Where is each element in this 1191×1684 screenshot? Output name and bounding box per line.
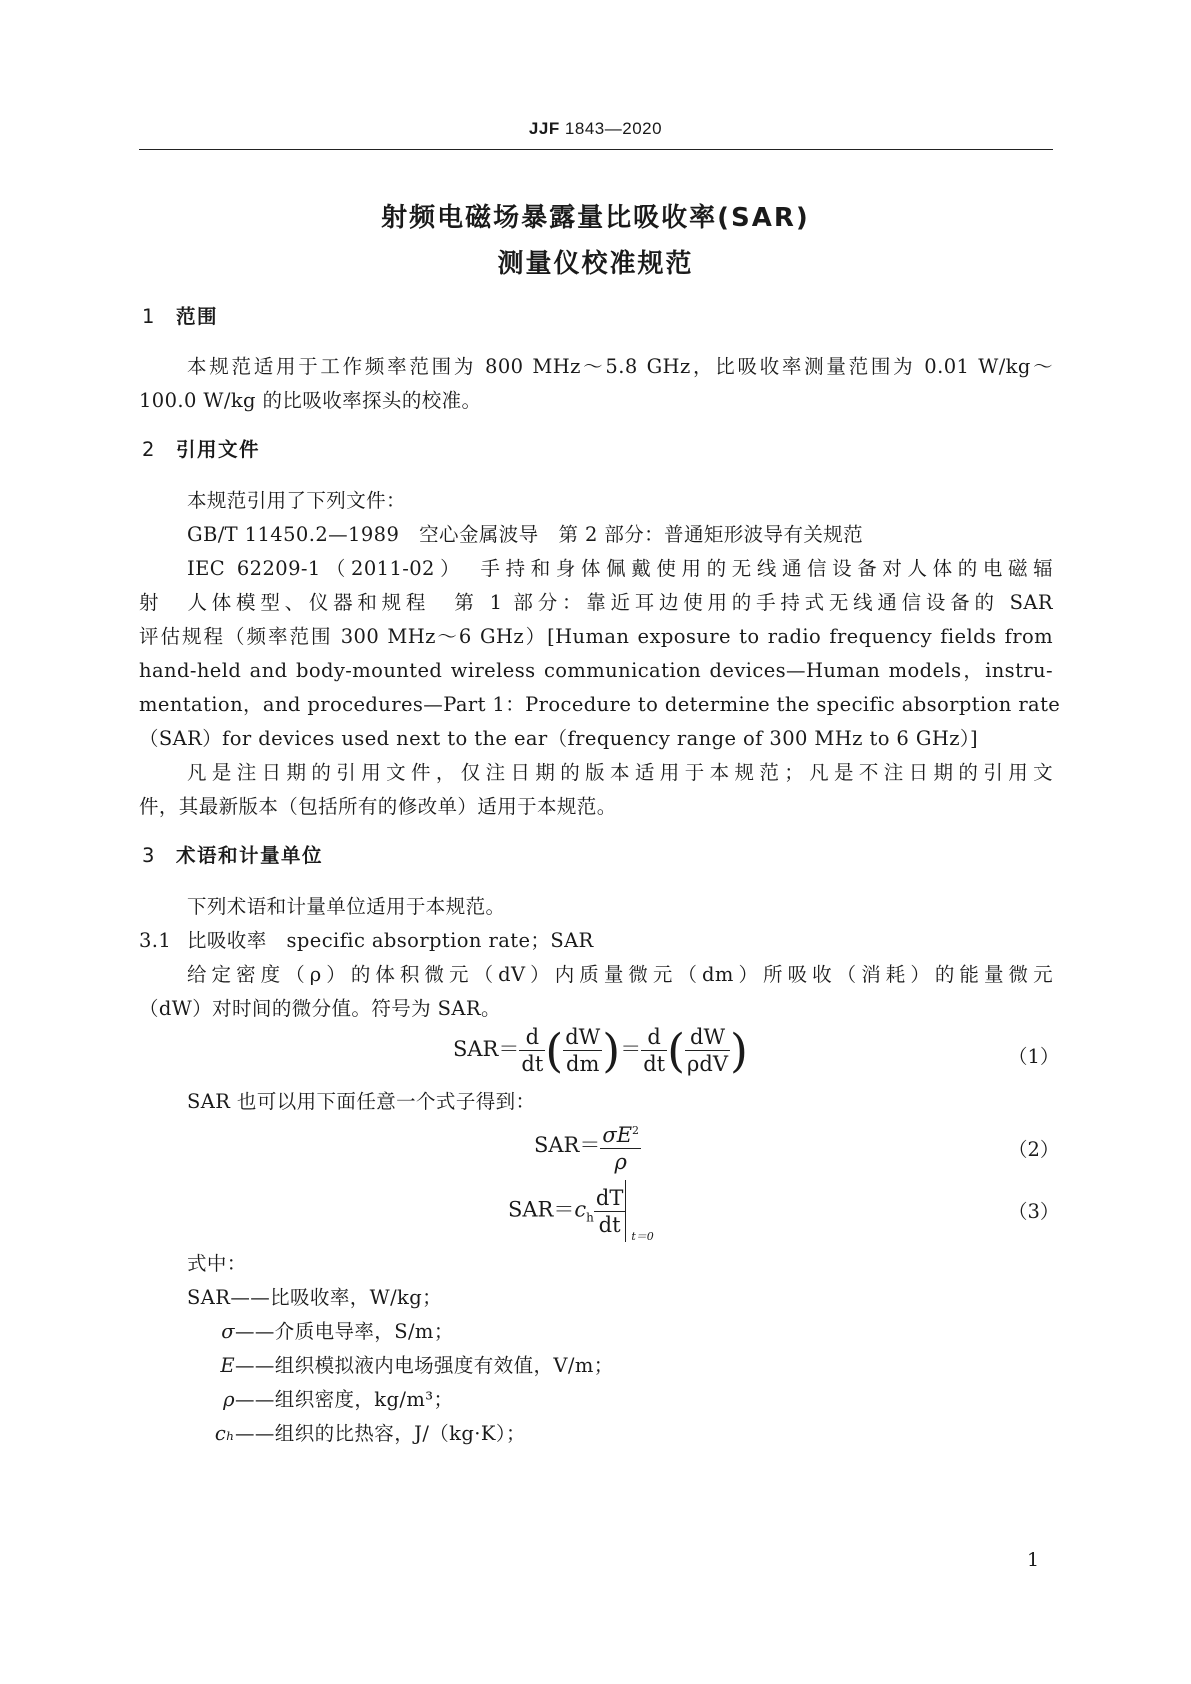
variable-symbol: SAR [187,1286,231,1309]
reference-iec-line-1: IEC 62209-1（2011-02） 手持和身体佩戴使用的无线通信设备对人体的电磁辐 [187,557,1053,580]
term-number: 3.1 [139,929,172,952]
standard-prefix: JJF [528,119,560,138]
variable-symbol: ρ [223,1388,235,1411]
section-number: 3 [142,844,156,867]
eq3-lhs: SAR＝ [508,1197,575,1222]
eq2-lhs: SAR＝ [534,1133,601,1157]
eq1-fraction-dw-rhodv: $\frac{dW}{\text{ρdV}}$ [687,1025,729,1076]
references-intro: 本规范引用了下列文件： [187,489,406,512]
equation-3: $SAR=c_h$ $\frac{dT}{dt}$ t＝0 [508,1180,656,1242]
eq1-fraction-dw-dm: $\frac{dW}{dm}$ [565,1025,601,1076]
page-number: 1 [1027,1549,1040,1571]
reference-iec-line-3: 评估规程（频率范围 300 MHz～6 GHz）[Human exposure to radio frequency fields from [139,625,1053,648]
scope-line-1: 本规范适用于工作频率范围为 800 MHz～5.8 GHz，比吸收率测量范围为 0.01 W/kg～ [187,355,1053,378]
variable-rho [187,1384,453,1412]
eq1-derivative-2: $\frac{d}{dt}$ [643,1025,666,1076]
variable-description: ——介质电导率，S/m； [235,1320,454,1343]
equation-3-number: （3） [1008,1200,1060,1223]
variable-description: ——组织密度，kg/m³； [235,1388,454,1411]
reference-iec-line-5: mentation，and procedures—Part 1：Procedure to determine the specific absorption rate [139,693,1061,716]
equation-2-number: （2） [1008,1138,1060,1161]
term-3-1 [139,925,594,953]
sar-definition-line-1: 给定密度（ρ）的体积微元（dV）内质量微元（dm）所吸收（消耗）的能量微元 [187,963,1053,986]
variable-sigma [187,1316,454,1344]
variable-ch [187,1418,526,1446]
section-number: 1 [142,305,156,328]
section-1-heading [142,301,218,329]
reference-iec-line-6: （SAR）for devices used next to the ear（frequency range of 300 MHz to 6 GHz）] [139,727,979,750]
standard-number: 1843—2020 [559,119,663,138]
section-number: 2 [142,438,156,461]
eq2-fraction: $\frac{\sigma E^2}{\rho}$ [600,1118,641,1175]
variable-symbol: cₕ [214,1422,235,1445]
where-label: 式中： [187,1252,247,1275]
eq3-evaluation-bar: t＝0 [625,1180,656,1242]
section-title: 引用文件 [176,438,261,461]
section-2-heading [142,434,260,462]
dated-references-note-line-1: 凡是注日期的引用文件，仅注日期的版本适用于本规范；凡是不注日期的引用文 [187,761,1053,784]
variable-description: ——组织的比热容，J/（kg·K）； [235,1422,526,1445]
section-title: 术语和计量单位 [176,844,324,867]
variable-description: ——比吸收率，W/kg； [230,1286,443,1309]
sar-alternative-intro: SAR 也可以用下面任意一个式子得到： [187,1090,536,1113]
terms-intro: 下列术语和计量单位适用于本规范。 [187,895,506,918]
reference-gbt: GB/T 11450.2—1989 空心金属波导 第 2 部分：普通矩形波导有关规范 [187,523,864,546]
variable-e [187,1350,614,1378]
header-rule [139,149,1053,150]
variable-symbol: E [220,1354,235,1377]
document-title-line2: 测量仪校准规范 [497,249,694,279]
standard-code [0,119,1191,139]
eq3-fraction: $\frac{dT}{dt}$ [595,1185,624,1237]
section-title: 范围 [176,305,219,328]
reference-iec-line-4: hand-held and body-mounted wireless communication devices—Human models，instru- [139,659,1053,682]
eq1-lhs: SAR＝ [453,1037,520,1061]
reference-iec-line-2: 射 人体模型、仪器和规程 第 1 部分：靠近耳边使用的手持式无线通信设备的 SAR [139,591,1053,614]
variable-description: ——组织模拟液内电场强度有效值，V/m； [235,1354,614,1377]
equation-1-number: （1） [1008,1045,1060,1068]
variable-sar [187,1282,442,1310]
section-3-heading [142,840,323,868]
document-title-line1: 射频电磁场暴露量比吸收率(SAR) [381,203,810,233]
sar-definition-line-2: （dW）对时间的微分值。符号为 SAR。 [139,997,501,1020]
variable-symbol: σ [221,1320,235,1343]
dated-references-note-line-2: 件，其最新版本（包括所有的修改单）适用于本规范。 [139,795,617,818]
equation-1: SAR＝ $\frac{d}{dt}$ ( $\frac{dW}{dm}$ )＝ $\frac{d}{dt}$ ( $\frac{dW}{\text{ρdV}}$ ) [453,1023,748,1078]
equation-2 [534,1118,641,1175]
scope-line-2: 100.0 W/kg 的比吸收率探头的校准。 [139,389,482,412]
term-label: 比吸收率 specific absorption rate；SAR [187,929,594,952]
eq1-derivative-1: $\frac{d}{dt}$ [521,1025,544,1076]
